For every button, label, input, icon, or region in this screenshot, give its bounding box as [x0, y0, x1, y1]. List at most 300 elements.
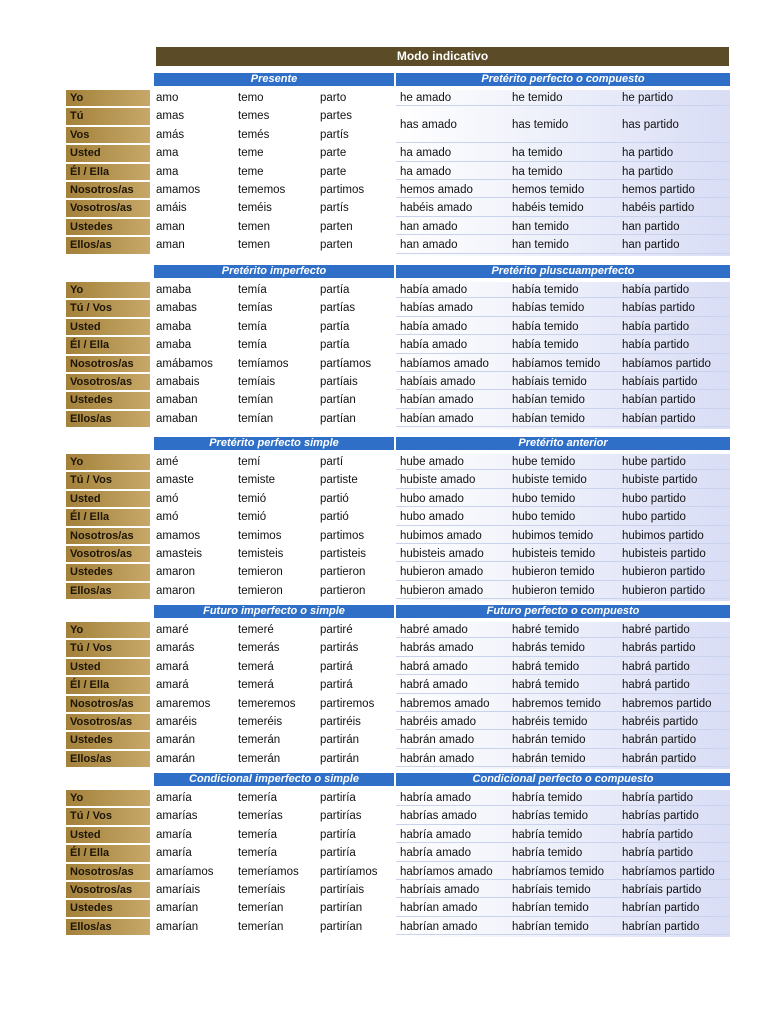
verb-form: habíamos amado [400, 357, 489, 370]
verb-form: temo [238, 92, 264, 104]
compound-row [396, 411, 730, 427]
compound-forms [396, 282, 730, 429]
verb-form: he amado [400, 92, 452, 104]
person-label: Yo [66, 90, 150, 106]
compound-row [396, 454, 730, 470]
person-label: Usted [66, 827, 150, 843]
compound-row [396, 472, 730, 488]
verb-form: habían temido [512, 412, 585, 425]
verb-form: partíamos [320, 357, 372, 370]
verb-form: han partido [622, 220, 680, 233]
verb-form: amaré [156, 624, 189, 636]
verb-form: hubimos temido [512, 529, 594, 542]
verb-form: amarían [156, 902, 199, 915]
simple-forms [154, 790, 394, 937]
simple-row [154, 90, 394, 106]
person-label: Ellos/as [66, 411, 150, 427]
verb-form: habrán amado [400, 734, 475, 747]
verb-form: teméis [238, 202, 272, 215]
verb-form: habríamos temido [512, 865, 605, 878]
verb-form: partiría [320, 828, 356, 841]
person-label: Él / Ella [66, 509, 150, 525]
verb-form: había partido [622, 284, 690, 296]
compound-row [396, 827, 730, 843]
verb-form: habían partido [622, 412, 696, 425]
verb-form: habías temido [512, 302, 585, 315]
verb-form: amabas [156, 302, 197, 315]
verb-form: partís [320, 128, 349, 141]
verb-form: amó [156, 492, 179, 505]
verb-form: habremos amado [400, 697, 490, 710]
simple-row [154, 659, 394, 675]
verb-form: habréis temido [512, 715, 588, 728]
verb-form: hubieron amado [400, 566, 484, 579]
verb-form: temimos [238, 529, 282, 542]
verb-form: temían [238, 394, 274, 407]
compound-row [396, 882, 730, 898]
verb-form: partisteis [320, 547, 367, 560]
verb-form: habrían temido [512, 902, 589, 915]
person-label: Yo [66, 282, 150, 298]
compound-row [396, 622, 730, 638]
simple-tense-header: Condicional imperfecto o simple [154, 773, 394, 786]
verb-form: amaríamos [156, 865, 214, 878]
verb-form: habría temido [512, 847, 583, 860]
verb-form: he temido [512, 92, 563, 104]
verb-form: hubimos partido [622, 529, 704, 542]
compound-row [396, 237, 730, 253]
verb-form: habrías amado [400, 810, 477, 823]
compound-forms [396, 790, 730, 937]
verb-form: hubo temido [512, 511, 576, 524]
verb-form: habría amado [400, 828, 471, 841]
person-label: Nosotros/as [66, 182, 150, 198]
person-label: Ellos/as [66, 237, 150, 253]
verb-form: hubisteis temido [512, 547, 596, 560]
verb-form: habréis partido [622, 715, 699, 728]
verb-form: habíais partido [622, 375, 698, 388]
verb-form: partía [320, 320, 350, 333]
verb-form: habrían amado [400, 920, 478, 933]
person-column [66, 622, 150, 769]
verb-form: amo [156, 92, 179, 104]
simple-forms [154, 90, 394, 256]
page-title: Modo indicativo [156, 47, 729, 66]
simple-row [154, 182, 394, 198]
verb-form: amarán [156, 752, 195, 765]
verb-form: amaría [156, 792, 192, 804]
verb-form: hubieron temido [512, 566, 595, 579]
verb-form: partía [320, 339, 350, 352]
verb-form: partíais [320, 375, 358, 388]
person-label: Ustedes [66, 900, 150, 916]
verb-form: hubieron partido [622, 566, 706, 579]
verb-form: partirían [320, 920, 363, 933]
verb-form: partiría [320, 847, 356, 860]
verb-form: tememos [238, 183, 286, 196]
verb-form: habrá amado [400, 679, 468, 692]
verb-form: habría amado [400, 847, 471, 860]
verb-form: habíamos temido [512, 357, 601, 370]
person-label: Nosotros/as [66, 864, 150, 880]
person-label: Tú [66, 108, 150, 124]
compound-row [396, 696, 730, 712]
verb-form: amaría [156, 847, 192, 860]
verb-form: habían amado [400, 394, 474, 407]
simple-row [154, 827, 394, 843]
verb-form: hubo amado [400, 492, 464, 505]
verb-form: hubo amado [400, 511, 464, 524]
person-label: Ellos/as [66, 751, 150, 767]
compound-row [396, 900, 730, 916]
verb-form: hubimos amado [400, 529, 482, 542]
verb-form: amarás [156, 642, 195, 655]
verb-form: habríais amado [400, 883, 480, 896]
verb-form: había partido [622, 339, 690, 352]
simple-tense-header: Pretérito imperfecto [154, 265, 394, 278]
person-label: Vosotros/as [66, 200, 150, 216]
simple-row [154, 392, 394, 408]
person-label: Usted [66, 491, 150, 507]
verb-form: teme [238, 147, 264, 160]
person-label: Vosotros/as [66, 546, 150, 562]
person-label: Usted [66, 659, 150, 675]
verb-form: temeríais [238, 883, 286, 896]
compound-row [396, 714, 730, 730]
verb-form: habrías temido [512, 810, 589, 823]
verb-form: habéis amado [400, 202, 473, 215]
verb-form: había temido [512, 284, 579, 296]
verb-form: temía [238, 284, 267, 296]
verb-form: han amado [400, 220, 458, 233]
compound-row [396, 491, 730, 507]
compound-tense-header: Futuro perfecto o compuesto [396, 605, 730, 618]
verb-form: amaban [156, 394, 198, 407]
verb-form: temían [238, 412, 274, 425]
verb-form: habrán partido [622, 752, 697, 765]
compound-row [396, 108, 730, 143]
person-label: Yo [66, 454, 150, 470]
verb-form: temerían [238, 920, 284, 933]
verb-form: partimos [320, 529, 365, 542]
verb-form: ha temido [512, 147, 563, 160]
compound-row [396, 356, 730, 372]
verb-form: temió [238, 511, 267, 524]
verb-form: amaremos [156, 697, 211, 710]
verb-form: habrás temido [512, 642, 585, 655]
simple-row [154, 564, 394, 580]
compound-tense-header: Pretérito perfecto o compuesto [396, 73, 730, 86]
person-label: Vosotros/as [66, 714, 150, 730]
compound-row [396, 919, 730, 935]
verb-form: temerían [238, 902, 284, 915]
compound-row [396, 300, 730, 316]
verb-form: habría temido [512, 828, 583, 841]
verb-form: parten [320, 239, 353, 252]
verb-form: temía [238, 320, 267, 333]
simple-row [154, 919, 394, 935]
verb-form: partirá [320, 660, 353, 673]
verb-form: partirás [320, 642, 359, 655]
verb-form: temerán [238, 734, 281, 747]
verb-form: habría partido [622, 847, 693, 860]
compound-row [396, 751, 730, 767]
simple-row [154, 164, 394, 180]
verb-form: partirán [320, 734, 359, 747]
verb-form: hubisteis amado [400, 547, 484, 560]
verb-form: hube temido [512, 456, 576, 468]
simple-row [154, 200, 394, 216]
verb-form: parte [320, 147, 347, 160]
verb-form: había amado [400, 284, 468, 296]
verb-form: hubisteis partido [622, 547, 706, 560]
verb-form: partiste [320, 474, 358, 487]
verb-form: habrían partido [622, 902, 700, 915]
verb-form: han amado [400, 239, 458, 252]
simple-row [154, 677, 394, 693]
verb-form: amó [156, 511, 179, 524]
simple-tense-header: Presente [154, 73, 394, 86]
compound-row [396, 337, 730, 353]
compound-row [396, 528, 730, 544]
verb-form: amarías [156, 810, 198, 823]
compound-row [396, 640, 730, 656]
verb-form: amasteis [156, 547, 203, 560]
verb-form: partía [320, 284, 350, 296]
compound-row [396, 200, 730, 216]
verb-form: habéis temido [512, 202, 584, 215]
compound-row [396, 790, 730, 806]
verb-form: habíamos partido [622, 357, 711, 370]
verb-form: partirán [320, 752, 359, 765]
verb-form: había amado [400, 339, 468, 352]
verb-form: temerás [238, 642, 280, 655]
compound-row [396, 659, 730, 675]
verb-form: temes [238, 110, 270, 123]
verb-form: temía [238, 339, 267, 352]
person-label: Usted [66, 319, 150, 335]
verb-form: partimos [320, 183, 365, 196]
simple-row [154, 374, 394, 390]
verb-form: habrían partido [622, 920, 700, 933]
verb-form: temería [238, 792, 277, 804]
simple-row [154, 640, 394, 656]
person-label: Nosotros/as [66, 356, 150, 372]
simple-row [154, 127, 394, 143]
verb-form: hubieron partido [622, 584, 706, 597]
verb-form: temen [238, 239, 270, 252]
person-label: Ustedes [66, 732, 150, 748]
verb-form: ama [156, 165, 179, 178]
compound-row [396, 282, 730, 298]
person-label: Él / Ella [66, 164, 150, 180]
verb-form: han temido [512, 220, 569, 233]
verb-form: temeremos [238, 697, 296, 710]
person-label: Tú / Vos [66, 472, 150, 488]
verb-form: hube partido [622, 456, 686, 468]
verb-form: amarán [156, 734, 195, 747]
compound-row [396, 374, 730, 390]
verb-form: hemos temido [512, 183, 585, 196]
compound-row [396, 392, 730, 408]
compound-row [396, 90, 730, 106]
compound-row [396, 564, 730, 580]
verb-form: amaba [156, 320, 192, 333]
verb-form: temés [238, 128, 270, 141]
verb-form: amamos [156, 529, 201, 542]
verb-form: has amado [400, 119, 457, 132]
verb-form: partiríais [320, 883, 365, 896]
person-column [66, 282, 150, 429]
simple-row [154, 900, 394, 916]
verb-form: parte [320, 165, 347, 178]
verb-form: amarían [156, 920, 199, 933]
verb-form: parto [320, 92, 347, 104]
simple-row [154, 300, 394, 316]
compound-forms [396, 90, 730, 256]
verb-form: amará [156, 679, 189, 692]
verb-form: habían temido [512, 394, 585, 407]
person-label: Ellos/as [66, 919, 150, 935]
compound-row [396, 164, 730, 180]
simple-row [154, 882, 394, 898]
verb-form: habrás amado [400, 642, 474, 655]
verb-form: hemos partido [622, 183, 695, 196]
person-label: Ustedes [66, 564, 150, 580]
person-label: Usted [66, 145, 150, 161]
verb-form: han temido [512, 239, 569, 252]
verb-form: habrán temido [512, 734, 586, 747]
verb-form: temiste [238, 474, 276, 487]
verb-form: partís [320, 202, 349, 215]
verb-form: habríamos partido [622, 865, 715, 878]
compound-row [396, 845, 730, 861]
compound-forms [396, 622, 730, 769]
verb-form: amas [156, 110, 185, 123]
verb-form: temerán [238, 752, 281, 765]
verb-form: partes [320, 110, 352, 123]
compound-row [396, 546, 730, 562]
compound-tense-header: Pretérito pluscuamperfecto [396, 265, 730, 278]
simple-row [154, 319, 394, 335]
verb-form: temerías [238, 810, 283, 823]
simple-row [154, 696, 394, 712]
verb-form: ha amado [400, 147, 452, 160]
verb-form: amaban [156, 412, 198, 425]
verb-form: amábamos [156, 357, 213, 370]
verb-form: amás [156, 128, 185, 141]
verb-form: hubo partido [622, 511, 686, 524]
simple-row [154, 491, 394, 507]
verb-form: temerá [238, 679, 274, 692]
person-label: Yo [66, 790, 150, 806]
verb-form: había partido [622, 320, 690, 333]
simple-row [154, 509, 394, 525]
verb-form: hemos amado [400, 183, 473, 196]
compound-forms [396, 454, 730, 601]
verb-form: partían [320, 394, 356, 407]
simple-row [154, 454, 394, 470]
simple-row [154, 237, 394, 253]
verb-form: ha temido [512, 165, 563, 178]
verb-form: habrán partido [622, 734, 697, 747]
simple-row [154, 219, 394, 235]
verb-form: habrían amado [400, 902, 478, 915]
verb-form: habrá partido [622, 660, 690, 673]
verb-form: habremos temido [512, 697, 601, 710]
verb-form: habrá temido [512, 660, 580, 673]
simple-row [154, 864, 394, 880]
verb-form: partirías [320, 810, 362, 823]
verb-form: partieron [320, 566, 366, 579]
verb-form: temen [238, 220, 270, 233]
verb-form: temíais [238, 375, 276, 388]
verb-form: temería [238, 828, 277, 841]
person-label: Vosotros/as [66, 882, 150, 898]
verb-form: amaréis [156, 715, 197, 728]
verb-form: partiríamos [320, 865, 378, 878]
verb-form: amaba [156, 284, 192, 296]
verb-form: temería [238, 847, 277, 860]
verb-form: habrás partido [622, 642, 696, 655]
verb-form: temisteis [238, 547, 284, 560]
verb-form: habrían temido [512, 920, 589, 933]
simple-row [154, 546, 394, 562]
verb-form: habías amado [400, 302, 473, 315]
verb-form: habíais amado [400, 375, 476, 388]
compound-row [396, 677, 730, 693]
verb-form: hubiste partido [622, 474, 698, 487]
verb-form: temieron [238, 566, 283, 579]
verb-form: partieron [320, 584, 366, 597]
verb-form: hubiste temido [512, 474, 587, 487]
person-label: Él / Ella [66, 845, 150, 861]
person-label: Él / Ella [66, 337, 150, 353]
verb-form: partió [320, 511, 349, 524]
verb-form: partirá [320, 679, 353, 692]
verb-form: habré temido [512, 624, 580, 636]
verb-form: temerá [238, 660, 274, 673]
verb-form: has temido [512, 119, 569, 132]
simple-row [154, 356, 394, 372]
verb-form: habría partido [622, 792, 693, 804]
verb-form: habríamos amado [400, 865, 493, 878]
verb-form: aman [156, 239, 185, 252]
simple-tense-header: Pretérito perfecto simple [154, 437, 394, 450]
simple-row [154, 583, 394, 599]
simple-row [154, 808, 394, 824]
verb-form: temió [238, 492, 267, 505]
verb-form: ha partido [622, 165, 674, 178]
verb-form: había temido [512, 339, 579, 352]
verb-form: hubo partido [622, 492, 686, 505]
verb-form: temieron [238, 584, 283, 597]
verb-form: partiré [320, 624, 353, 636]
compound-row [396, 808, 730, 824]
person-label: Él / Ella [66, 677, 150, 693]
simple-row [154, 714, 394, 730]
verb-form: temí [238, 456, 261, 468]
verb-form: habían partido [622, 394, 696, 407]
compound-row [396, 182, 730, 198]
verb-form: temeréis [238, 715, 283, 728]
verb-form: amaríais [156, 883, 201, 896]
verb-form: habría partido [622, 828, 693, 841]
simple-row [154, 282, 394, 298]
verb-form: temíamos [238, 357, 289, 370]
verb-form: habrá temido [512, 679, 580, 692]
verb-form: amaste [156, 474, 194, 487]
